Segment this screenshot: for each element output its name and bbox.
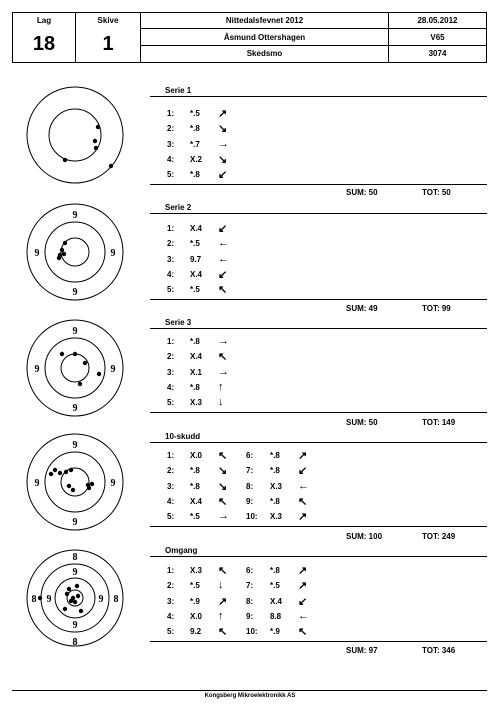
shot-mark (64, 470, 68, 474)
shot-number: 2: (167, 581, 175, 590)
series-title: Serie 2 (165, 203, 192, 212)
ring-label: 9 (72, 567, 78, 578)
ring-label: 9 (72, 440, 78, 451)
divider (150, 556, 487, 557)
shot-number: 8: (246, 482, 254, 491)
ring-label: 9 (72, 620, 78, 631)
ring-label: 8 (72, 637, 78, 648)
shot-number: 1: (167, 109, 175, 118)
ring-label: 9 (34, 364, 40, 375)
event-date: 28.05.2012 (389, 13, 486, 29)
series-total: TOT: 346 (422, 646, 456, 655)
shot-mark (63, 607, 67, 611)
shot-value: *.5 (270, 581, 280, 590)
direction-arrow-icon: ← (218, 237, 229, 249)
shot-number: 5: (167, 627, 175, 636)
skive-cell (76, 13, 141, 62)
direction-arrow-icon: ↖ (218, 496, 228, 508)
direction-arrow-icon: ← (218, 253, 229, 265)
direction-arrow-icon: ↘ (218, 154, 228, 166)
series-title: 10-skudd (165, 432, 201, 441)
direction-arrow-icon: ↙ (218, 169, 228, 181)
shot-number: 2: (167, 239, 175, 248)
direction-arrow-icon: ↖ (218, 626, 228, 638)
divider (150, 299, 487, 300)
shot-mark (87, 486, 91, 490)
shot-number: 10: (246, 512, 258, 521)
shot-mark (60, 352, 64, 356)
shot-mark (83, 361, 87, 365)
shot-number: 4: (167, 497, 175, 506)
shot-mark (69, 468, 73, 472)
series-total: TOT: 149 (422, 418, 456, 427)
shot-number: 1: (167, 337, 175, 346)
shot-value: *.8 (270, 566, 280, 575)
shot-value: *.5 (190, 109, 200, 118)
shot-mark (96, 125, 100, 129)
lag-cell (13, 13, 76, 62)
shot-number: 3: (167, 597, 175, 606)
series-sum: SUM: 50 (346, 418, 378, 427)
shot-mark (38, 596, 42, 600)
shot-number: 7: (246, 581, 254, 590)
shot-number: 6: (246, 451, 254, 460)
shooter-name: Åsmund Ottershagen (141, 29, 389, 46)
series-total: TOT: 249 (422, 532, 456, 541)
direction-arrow-icon: ↖ (218, 450, 228, 462)
shot-value: *.8 (270, 451, 280, 460)
ring-label: 9 (72, 287, 78, 298)
skive-label: Skive (97, 16, 119, 25)
shot-mark (78, 382, 82, 386)
direction-arrow-icon: ↙ (218, 269, 228, 281)
series-total: TOT: 50 (422, 188, 451, 197)
shot-value: *.8 (190, 337, 200, 346)
shot-number: 5: (167, 398, 175, 407)
shot-value: X.0 (190, 451, 203, 460)
footer-divider (12, 690, 487, 691)
shot-number: 6: (246, 566, 254, 575)
shot-value: X.4 (190, 497, 203, 506)
shot-mark (63, 158, 67, 162)
direction-arrow-icon: ↓ (218, 396, 224, 408)
shot-value: *.8 (190, 170, 200, 179)
ring-label: 9 (110, 478, 116, 489)
shot-value: X.3 (190, 398, 203, 407)
skive-value: 1 (102, 33, 114, 55)
shot-mark (58, 471, 62, 475)
footer-text: Kongsberg Mikroelektronikk AS (204, 693, 296, 699)
shot-value: *.9 (270, 627, 280, 636)
shot-value: *.8 (190, 466, 200, 475)
shot-number: 9: (246, 497, 254, 506)
shot-value: *.5 (190, 285, 200, 294)
shot-mark (53, 468, 57, 472)
shot-value: *.8 (270, 466, 280, 475)
target-omgang (27, 550, 123, 648)
shot-mark (69, 599, 73, 603)
series-title: Serie 1 (165, 86, 192, 95)
shot-value: 8.8 (270, 612, 282, 621)
shot-number: 2: (167, 352, 175, 361)
shot-number: 5: (167, 285, 175, 294)
series-title: Serie 3 (165, 318, 192, 327)
direction-arrow-icon: ↗ (218, 596, 228, 608)
shot-mark (76, 594, 80, 598)
direction-arrow-icon: ↙ (218, 223, 228, 235)
shot-number: 3: (167, 255, 175, 264)
shot-value: X.4 (190, 224, 203, 233)
shot-number: 5: (167, 512, 175, 521)
ring-label: 9 (72, 517, 78, 528)
direction-arrow-icon: → (218, 510, 229, 522)
direction-arrow-icon: ← (298, 480, 309, 492)
direction-arrow-icon: ↘ (218, 465, 228, 477)
direction-arrow-icon: ↖ (298, 626, 308, 638)
series-sum: SUM: 50 (346, 188, 378, 197)
shot-value: *.7 (190, 140, 200, 149)
shot-value: *.8 (190, 124, 200, 133)
direction-arrow-icon: ↙ (298, 596, 308, 608)
direction-arrow-icon: → (218, 335, 229, 347)
ring-label: 9 (110, 364, 116, 375)
direction-arrow-icon: ↗ (298, 450, 308, 462)
club-name: Skedsmo (141, 46, 389, 62)
shot-value: X.4 (190, 352, 203, 361)
shot-number: 4: (167, 155, 175, 164)
shot-row (167, 109, 174, 118)
ring-label: 9 (72, 210, 78, 221)
shot-mark (67, 587, 71, 591)
shot-mark (93, 139, 97, 143)
target-serie-1 (27, 87, 123, 183)
lag-value: 18 (32, 33, 56, 55)
targets-column (0, 80, 150, 680)
ring-label: 8 (113, 594, 119, 605)
shot-value: X.2 (190, 155, 203, 164)
target-serie-3 (27, 320, 123, 416)
shot-value: X.3 (270, 482, 283, 491)
ring-label: 9 (72, 403, 78, 414)
divider (150, 184, 487, 185)
shot-value: *.5 (190, 512, 200, 521)
shot-value: 9.2 (190, 627, 202, 636)
divider (150, 328, 487, 329)
shot-number: 8: (246, 597, 254, 606)
direction-arrow-icon: ↙ (298, 465, 308, 477)
shot-mark (73, 600, 77, 604)
ring-label: 8 (72, 552, 78, 563)
shot-number: 2: (167, 466, 175, 475)
shot-number: 4: (167, 270, 175, 279)
shot-value: X.3 (190, 566, 203, 575)
shot-value: *.8 (270, 497, 280, 506)
direction-arrow-icon: → (218, 138, 229, 150)
direction-arrow-icon: → (218, 366, 229, 378)
shot-number: 3: (167, 482, 175, 491)
shot-value: *.5 (190, 581, 200, 590)
ring-label: 9 (98, 594, 104, 605)
shot-mark (67, 484, 71, 488)
shot-mark (94, 146, 98, 150)
shooter-number: 3074 (428, 49, 447, 58)
direction-arrow-icon: ↑ (218, 381, 224, 393)
shot-mark (79, 609, 83, 613)
ring-label: 9 (110, 248, 116, 259)
ring-label: 9 (34, 478, 40, 489)
direction-arrow-icon: ↗ (218, 108, 228, 120)
shot-number: 1: (167, 451, 175, 460)
direction-arrow-icon: ↖ (218, 565, 228, 577)
shot-number: 9: (246, 612, 254, 621)
shot-mark (75, 584, 79, 588)
ring-label: 8 (31, 594, 37, 605)
shot-mark (65, 592, 69, 596)
shot-value: 9.7 (190, 255, 202, 264)
shot-value: *.5 (190, 239, 200, 248)
direction-arrow-icon: ↑ (218, 610, 224, 622)
direction-arrow-icon: ↗ (298, 565, 308, 577)
shot-number: 5: (167, 170, 175, 179)
lag-label: Lag (36, 16, 52, 25)
series-sum: SUM: 97 (346, 646, 378, 655)
shooter-class: V65 (389, 29, 486, 46)
shot-number: 3: (167, 368, 175, 377)
shot-value: *.9 (190, 597, 200, 606)
direction-arrow-icon: ↖ (218, 351, 228, 363)
ring-label: 9 (34, 248, 40, 259)
divider (150, 412, 487, 413)
divider (150, 213, 487, 214)
target-10-skudd (27, 434, 123, 530)
shot-mark (60, 248, 64, 252)
series-title: Omgang (165, 546, 198, 555)
series-total: TOT: 99 (422, 304, 451, 313)
shot-number: 1: (167, 224, 175, 233)
direction-arrow-icon: ↘ (218, 123, 228, 135)
shot-value: X.1 (190, 368, 203, 377)
shot-mark (63, 241, 67, 245)
ring-label: 9 (46, 594, 52, 605)
event-name: Nittedalsfevnet 2012 (141, 13, 389, 29)
shot-value: X.0 (190, 612, 203, 621)
shot-mark (62, 252, 66, 256)
direction-arrow-icon: ↖ (218, 284, 228, 296)
direction-arrow-icon: ↗ (298, 511, 308, 523)
shot-mark (73, 352, 77, 356)
shot-number: 2: (167, 124, 175, 133)
shot-number: 3: (167, 140, 175, 149)
shot-mark (57, 256, 61, 260)
divider (150, 526, 487, 527)
series-sum: SUM: 49 (346, 304, 378, 313)
shot-value: *.8 (190, 383, 200, 392)
shot-mark (90, 482, 94, 486)
divider (150, 641, 487, 642)
shot-value: X.3 (270, 512, 283, 521)
divider (150, 442, 487, 443)
shot-value: X.4 (190, 270, 203, 279)
shot-mark (71, 488, 75, 492)
target-serie-2 (27, 204, 123, 300)
shot-value: *.8 (190, 482, 200, 491)
direction-arrow-icon: ↘ (218, 481, 228, 493)
direction-arrow-icon: ↓ (218, 579, 224, 591)
shot-number: 4: (167, 612, 175, 621)
ring-label: 9 (72, 326, 78, 337)
shot-mark (49, 472, 53, 476)
shot-number: 10: (246, 627, 258, 636)
direction-arrow-icon: ↗ (298, 580, 308, 592)
shot-number: 7: (246, 466, 254, 475)
divider (150, 96, 487, 97)
direction-arrow-icon: ↖ (298, 496, 308, 508)
shot-number: 1: (167, 566, 175, 575)
header-table (12, 12, 487, 63)
series-sum: SUM: 100 (346, 532, 383, 541)
shot-number: 4: (167, 383, 175, 392)
shot-value: X.4 (270, 597, 283, 606)
shot-mark (109, 164, 113, 168)
shot-mark (97, 372, 101, 376)
direction-arrow-icon: ← (298, 610, 309, 622)
